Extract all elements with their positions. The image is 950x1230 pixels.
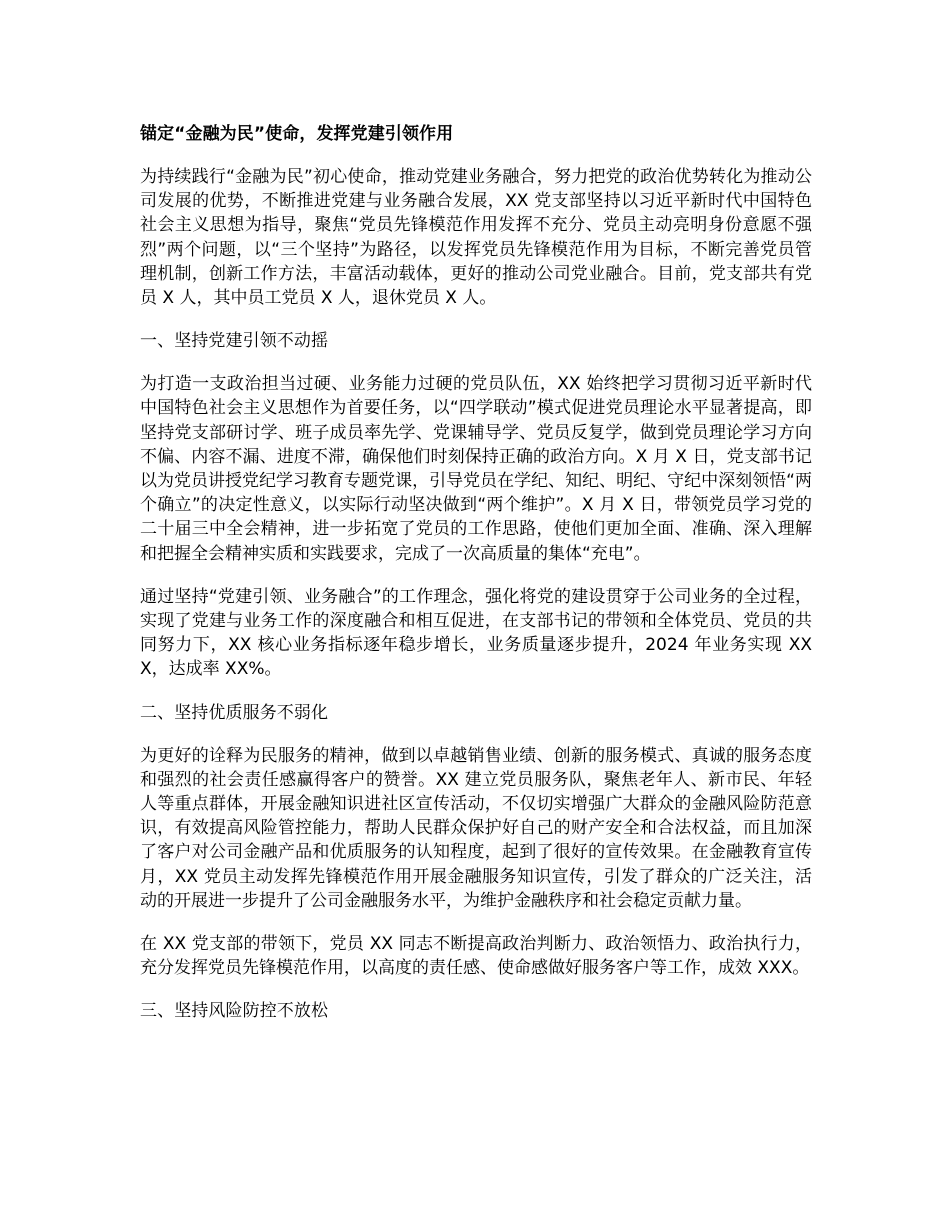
page-title: 锚定“金融为民”使命，发挥党建引领作用 [140,124,454,144]
section-heading-one: 一、坚持党建引领不动摇 [140,331,329,352]
section-two-paragraph-2: 在 XX 党支部的带领下，党员 XX 同志不断提高政治判断力、政治领悟力、政治执行力，充分发挥党员先锋模范作用，以高度的责任感、使命感做好服务客户等工作，成效 XXX。 [140,934,812,979]
section-one-paragraph-1: 为打造一支政治担当过硬、业务能力过硬的党员队伍，XX 始终把学习贯彻习近平新时代中国特色社会主义思想作为首要任务，以“四学联动”模式促进党员理论水平显著提高，即坚持党支部研讨学、班子成员率先学、党课辅导学、党员反复学，做到党员理论学习方向不偏、内容不漏、进度不滞，确保他们时刻保持正确的政治方向。X 月 X 日，党支部书记以为党员讲授党纪学习教育专题党课，引导党员在学纪、知纪、明纪、守纪中深刻领悟“两个确立”的决定性意义，以实际行动坚决做到“两个维护”。X 月 X 日，带领党员学习党的二十届三中全会精神，进一步拓宽了党员的工作思路，使他们更加全面、准确、深入理解和把握全会精神实质和实践要求，完成了一次高质量的集体“充电”。 [140,374,812,564]
section-heading-three: 三、坚持风险防控不放松 [140,1001,329,1022]
document-body [140,122,812,1023]
section-heading-two: 二、坚持优质服务不弱化 [140,702,329,723]
intro-paragraph: 为持续践行“金融为民”初心使命，推动党建业务融合，努力把党的政治优势转化为推动公司发展的优势，不断推进党建与业务融合发展，XX 党支部坚持以习近平新时代中国特色社会主义思想为指导，聚焦“党员先锋模范作用发挥不充分、党员主动亮明身份意愿不强烈”两个问题，以“三个坚持”为路径，以发挥党员先锋模范作用为目标，不断完善党员管理机制，创新工作方法，丰富活动载体，更好的推动公司党业融合。目前，党支部共有党员 X 人，其中员工党员 X 人，退休党员 X 人。 [140,167,812,309]
section-two-paragraph-1: 为更好的诠释为民服务的精神，做到以卓越销售业绩、创新的服务模式、真诚的服务态度和强烈的社会责任感赢得客户的赞誉。XX 建立党员服务队，聚焦老年人、新市民、年轻人等重点群体，开展金融知识进社区宣传活动，不仅切实增强广大群众的金融风险防范意识，有效提高风险管控能力，帮助人民群众保护好自己的财产安全和合法权益，而且加深了客户对公司金融产品和优质服务的认知程度，起到了很好的宣传效果。在金融教育宣传月，XX 党员主动发挥先锋模范作用开展金融服务知识宣传，引发了群众的广泛关注，活动的开展进一步提升了公司金融服务水平，为维护金融秩序和社会稳定贡献力量。 [140,745,812,911]
section-one-paragraph-2: 通过坚持“党建引领、业务融合”的工作理念，强化将党的建设贯穿于公司业务的全过程，实现了党建与业务工作的深度融合和相互促进，在支部书记的带领和全体党员、党员的共同努力下，XX 核心业务指标逐年稳步增长，业务质量逐步提升，2024 年业务实现 XXX，达成率 XX%。 [140,586,812,680]
